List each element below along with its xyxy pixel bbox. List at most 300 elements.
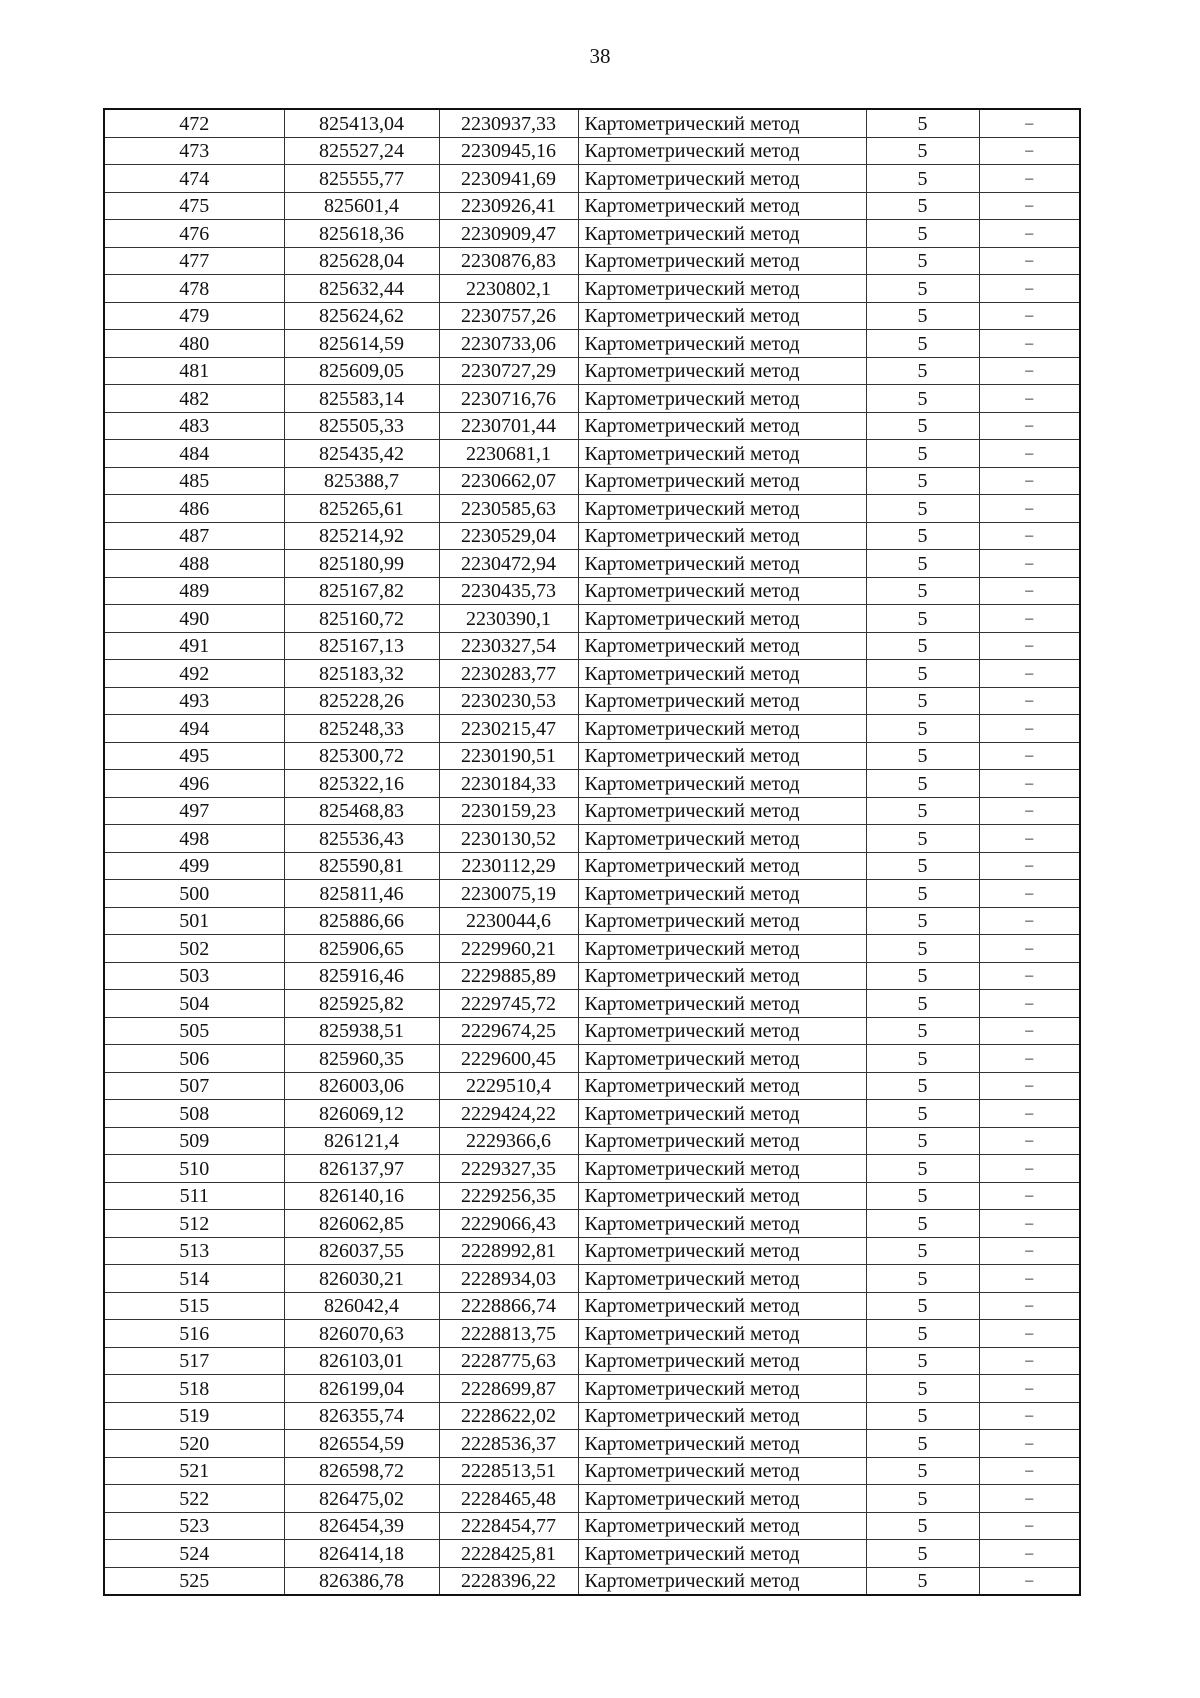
accuracy-cell: 5 bbox=[866, 275, 979, 303]
x-coordinate-cell: 825322,16 bbox=[284, 770, 439, 798]
note-cell: – bbox=[979, 880, 1080, 908]
accuracy-cell: 5 bbox=[866, 247, 979, 275]
method-cell: Картометрический метод bbox=[578, 522, 866, 550]
x-coordinate-cell: 825960,35 bbox=[284, 1045, 439, 1073]
point-number-cell: 474 bbox=[104, 165, 284, 193]
note-cell: – bbox=[979, 1265, 1080, 1293]
y-coordinate-cell: 2230130,52 bbox=[439, 825, 578, 853]
point-number-cell: 497 bbox=[104, 797, 284, 825]
table-row bbox=[104, 165, 1080, 193]
x-coordinate-cell: 826003,06 bbox=[284, 1072, 439, 1100]
table-row bbox=[104, 907, 1080, 935]
x-coordinate-cell: 826121,4 bbox=[284, 1127, 439, 1155]
y-coordinate-cell: 2230390,1 bbox=[439, 605, 578, 633]
note-cell: – bbox=[979, 687, 1080, 715]
point-number-cell: 508 bbox=[104, 1100, 284, 1128]
method-cell: Картометрический метод bbox=[578, 907, 866, 935]
point-number-cell: 500 bbox=[104, 880, 284, 908]
table-row bbox=[104, 109, 1080, 137]
y-coordinate-cell: 2230662,07 bbox=[439, 467, 578, 495]
note-cell: – bbox=[979, 165, 1080, 193]
note-cell: – bbox=[979, 522, 1080, 550]
table-row bbox=[104, 770, 1080, 798]
table-row bbox=[104, 605, 1080, 633]
y-coordinate-cell: 2230909,47 bbox=[439, 220, 578, 248]
x-coordinate-cell: 825590,81 bbox=[284, 852, 439, 880]
y-coordinate-cell: 2228425,81 bbox=[439, 1540, 578, 1568]
x-coordinate-cell: 825614,59 bbox=[284, 330, 439, 358]
y-coordinate-cell: 2229424,22 bbox=[439, 1100, 578, 1128]
accuracy-cell: 5 bbox=[866, 990, 979, 1018]
table-row bbox=[104, 1017, 1080, 1045]
accuracy-cell: 5 bbox=[866, 467, 979, 495]
note-cell: – bbox=[979, 192, 1080, 220]
x-coordinate-cell: 825435,42 bbox=[284, 440, 439, 468]
method-cell: Картометрический метод bbox=[578, 1430, 866, 1458]
point-number-cell: 503 bbox=[104, 962, 284, 990]
y-coordinate-cell: 2230937,33 bbox=[439, 109, 578, 137]
y-coordinate-cell: 2228622,02 bbox=[439, 1402, 578, 1430]
note-cell: – bbox=[979, 1430, 1080, 1458]
method-cell: Картометрический метод bbox=[578, 770, 866, 798]
table-row bbox=[104, 1457, 1080, 1485]
method-cell: Картометрический метод bbox=[578, 467, 866, 495]
note-cell: – bbox=[979, 1347, 1080, 1375]
x-coordinate-cell: 825536,43 bbox=[284, 825, 439, 853]
table-row bbox=[104, 467, 1080, 495]
note-cell: – bbox=[979, 1100, 1080, 1128]
table-row bbox=[104, 1237, 1080, 1265]
x-coordinate-cell: 825183,32 bbox=[284, 660, 439, 688]
table-row bbox=[104, 495, 1080, 523]
x-coordinate-cell: 826414,18 bbox=[284, 1540, 439, 1568]
table-row bbox=[104, 1430, 1080, 1458]
accuracy-cell: 5 bbox=[866, 632, 979, 660]
method-cell: Картометрический метод bbox=[578, 825, 866, 853]
y-coordinate-cell: 2230327,54 bbox=[439, 632, 578, 660]
table-row bbox=[104, 275, 1080, 303]
point-number-cell: 515 bbox=[104, 1292, 284, 1320]
table-row bbox=[104, 1292, 1080, 1320]
accuracy-cell: 5 bbox=[866, 109, 979, 137]
point-number-cell: 504 bbox=[104, 990, 284, 1018]
point-number-cell: 502 bbox=[104, 935, 284, 963]
y-coordinate-cell: 2228934,03 bbox=[439, 1265, 578, 1293]
method-cell: Картометрический метод bbox=[578, 1512, 866, 1540]
x-coordinate-cell: 825413,04 bbox=[284, 109, 439, 137]
accuracy-cell: 5 bbox=[866, 1375, 979, 1403]
x-coordinate-cell: 826103,01 bbox=[284, 1347, 439, 1375]
accuracy-cell: 5 bbox=[866, 687, 979, 715]
y-coordinate-cell: 2229327,35 bbox=[439, 1155, 578, 1183]
table-row bbox=[104, 1155, 1080, 1183]
table-row bbox=[104, 742, 1080, 770]
point-number-cell: 506 bbox=[104, 1045, 284, 1073]
table-row bbox=[104, 192, 1080, 220]
x-coordinate-cell: 825167,13 bbox=[284, 632, 439, 660]
y-coordinate-cell: 2230876,83 bbox=[439, 247, 578, 275]
y-coordinate-cell: 2228396,22 bbox=[439, 1567, 578, 1595]
x-coordinate-cell: 826140,16 bbox=[284, 1182, 439, 1210]
method-cell: Картометрический метод bbox=[578, 742, 866, 770]
x-coordinate-cell: 825601,4 bbox=[284, 192, 439, 220]
x-coordinate-cell: 825938,51 bbox=[284, 1017, 439, 1045]
y-coordinate-cell: 2229674,25 bbox=[439, 1017, 578, 1045]
point-number-cell: 516 bbox=[104, 1320, 284, 1348]
note-cell: – bbox=[979, 1292, 1080, 1320]
x-coordinate-cell: 825228,26 bbox=[284, 687, 439, 715]
method-cell: Картометрический метод bbox=[578, 1292, 866, 1320]
x-coordinate-cell: 825167,82 bbox=[284, 577, 439, 605]
method-cell: Картометрический метод bbox=[578, 1567, 866, 1595]
y-coordinate-cell: 2228866,74 bbox=[439, 1292, 578, 1320]
note-cell: – bbox=[979, 220, 1080, 248]
y-coordinate-cell: 2229960,21 bbox=[439, 935, 578, 963]
point-number-cell: 487 bbox=[104, 522, 284, 550]
note-cell: – bbox=[979, 1017, 1080, 1045]
accuracy-cell: 5 bbox=[866, 1045, 979, 1073]
x-coordinate-cell: 826030,21 bbox=[284, 1265, 439, 1293]
x-coordinate-cell: 826042,4 bbox=[284, 1292, 439, 1320]
point-number-cell: 511 bbox=[104, 1182, 284, 1210]
accuracy-cell: 5 bbox=[866, 440, 979, 468]
accuracy-cell: 5 bbox=[866, 907, 979, 935]
accuracy-cell: 5 bbox=[866, 715, 979, 743]
point-number-cell: 525 bbox=[104, 1567, 284, 1595]
y-coordinate-cell: 2230802,1 bbox=[439, 275, 578, 303]
y-coordinate-cell: 2230727,29 bbox=[439, 357, 578, 385]
accuracy-cell: 5 bbox=[866, 1402, 979, 1430]
point-number-cell: 480 bbox=[104, 330, 284, 358]
x-coordinate-cell: 825180,99 bbox=[284, 550, 439, 578]
x-coordinate-cell: 825527,24 bbox=[284, 137, 439, 165]
accuracy-cell: 5 bbox=[866, 605, 979, 633]
note-cell: – bbox=[979, 109, 1080, 137]
y-coordinate-cell: 2230184,33 bbox=[439, 770, 578, 798]
point-number-cell: 510 bbox=[104, 1155, 284, 1183]
table-row bbox=[104, 1567, 1080, 1595]
table-row bbox=[104, 1485, 1080, 1513]
note-cell: – bbox=[979, 1402, 1080, 1430]
accuracy-cell: 5 bbox=[866, 1457, 979, 1485]
y-coordinate-cell: 2230945,16 bbox=[439, 137, 578, 165]
x-coordinate-cell: 826199,04 bbox=[284, 1375, 439, 1403]
table-row bbox=[104, 412, 1080, 440]
accuracy-cell: 5 bbox=[866, 220, 979, 248]
point-number-cell: 495 bbox=[104, 742, 284, 770]
x-coordinate-cell: 825468,83 bbox=[284, 797, 439, 825]
y-coordinate-cell: 2228775,63 bbox=[439, 1347, 578, 1375]
x-coordinate-cell: 825300,72 bbox=[284, 742, 439, 770]
method-cell: Картометрический метод bbox=[578, 962, 866, 990]
method-cell: Картометрический метод bbox=[578, 440, 866, 468]
y-coordinate-cell: 2230472,94 bbox=[439, 550, 578, 578]
x-coordinate-cell: 825609,05 bbox=[284, 357, 439, 385]
accuracy-cell: 5 bbox=[866, 495, 979, 523]
method-cell: Картометрический метод bbox=[578, 1320, 866, 1348]
point-number-cell: 485 bbox=[104, 467, 284, 495]
y-coordinate-cell: 2230757,26 bbox=[439, 302, 578, 330]
point-number-cell: 486 bbox=[104, 495, 284, 523]
method-cell: Картометрический метод bbox=[578, 550, 866, 578]
y-coordinate-cell: 2228992,81 bbox=[439, 1237, 578, 1265]
note-cell: – bbox=[979, 1320, 1080, 1348]
note-cell: – bbox=[979, 577, 1080, 605]
note-cell: – bbox=[979, 302, 1080, 330]
x-coordinate-cell: 825811,46 bbox=[284, 880, 439, 908]
table-row bbox=[104, 852, 1080, 880]
table-row bbox=[104, 1512, 1080, 1540]
x-coordinate-cell: 825628,04 bbox=[284, 247, 439, 275]
point-number-cell: 472 bbox=[104, 109, 284, 137]
note-cell: – bbox=[979, 1072, 1080, 1100]
x-coordinate-cell: 826070,63 bbox=[284, 1320, 439, 1348]
method-cell: Картометрический метод bbox=[578, 1457, 866, 1485]
accuracy-cell: 5 bbox=[866, 1540, 979, 1568]
method-cell: Картометрический метод bbox=[578, 1237, 866, 1265]
table-row bbox=[104, 1072, 1080, 1100]
method-cell: Картометрический метод bbox=[578, 715, 866, 743]
y-coordinate-cell: 2229885,89 bbox=[439, 962, 578, 990]
method-cell: Картометрический метод bbox=[578, 632, 866, 660]
point-number-cell: 514 bbox=[104, 1265, 284, 1293]
point-number-cell: 522 bbox=[104, 1485, 284, 1513]
method-cell: Картометрический метод bbox=[578, 990, 866, 1018]
y-coordinate-cell: 2228536,37 bbox=[439, 1430, 578, 1458]
y-coordinate-cell: 2230075,19 bbox=[439, 880, 578, 908]
table-row bbox=[104, 1182, 1080, 1210]
x-coordinate-cell: 825214,92 bbox=[284, 522, 439, 550]
note-cell: – bbox=[979, 1182, 1080, 1210]
note-cell: – bbox=[979, 1045, 1080, 1073]
table-row bbox=[104, 577, 1080, 605]
note-cell: – bbox=[979, 605, 1080, 633]
x-coordinate-cell: 825624,62 bbox=[284, 302, 439, 330]
table-row bbox=[104, 1265, 1080, 1293]
note-cell: – bbox=[979, 770, 1080, 798]
point-number-cell: 493 bbox=[104, 687, 284, 715]
note-cell: – bbox=[979, 440, 1080, 468]
table-row bbox=[104, 1375, 1080, 1403]
x-coordinate-cell: 825160,72 bbox=[284, 605, 439, 633]
table-row bbox=[104, 715, 1080, 743]
note-cell: – bbox=[979, 1155, 1080, 1183]
table-row bbox=[104, 137, 1080, 165]
y-coordinate-cell: 2230159,23 bbox=[439, 797, 578, 825]
x-coordinate-cell: 825916,46 bbox=[284, 962, 439, 990]
point-number-cell: 490 bbox=[104, 605, 284, 633]
y-coordinate-cell: 2230230,53 bbox=[439, 687, 578, 715]
y-coordinate-cell: 2230941,69 bbox=[439, 165, 578, 193]
method-cell: Картометрический метод bbox=[578, 687, 866, 715]
method-cell: Картометрический метод bbox=[578, 1072, 866, 1100]
x-coordinate-cell: 825265,61 bbox=[284, 495, 439, 523]
x-coordinate-cell: 826598,72 bbox=[284, 1457, 439, 1485]
table-row bbox=[104, 962, 1080, 990]
point-number-cell: 482 bbox=[104, 385, 284, 413]
y-coordinate-cell: 2229745,72 bbox=[439, 990, 578, 1018]
point-number-cell: 481 bbox=[104, 357, 284, 385]
y-coordinate-cell: 2230215,47 bbox=[439, 715, 578, 743]
note-cell: – bbox=[979, 1127, 1080, 1155]
method-cell: Картометрический метод bbox=[578, 330, 866, 358]
method-cell: Картометрический метод bbox=[578, 852, 866, 880]
table-row bbox=[104, 1210, 1080, 1238]
y-coordinate-cell: 2228699,87 bbox=[439, 1375, 578, 1403]
point-number-cell: 512 bbox=[104, 1210, 284, 1238]
method-cell: Картометрический метод bbox=[578, 1210, 866, 1238]
method-cell: Картометрический метод bbox=[578, 1485, 866, 1513]
accuracy-cell: 5 bbox=[866, 1017, 979, 1045]
point-number-cell: 491 bbox=[104, 632, 284, 660]
table-row bbox=[104, 687, 1080, 715]
method-cell: Картометрический метод bbox=[578, 137, 866, 165]
note-cell: – bbox=[979, 1457, 1080, 1485]
method-cell: Картометрический метод bbox=[578, 1402, 866, 1430]
note-cell: – bbox=[979, 550, 1080, 578]
x-coordinate-cell: 825925,82 bbox=[284, 990, 439, 1018]
y-coordinate-cell: 2229066,43 bbox=[439, 1210, 578, 1238]
method-cell: Картометрический метод bbox=[578, 1375, 866, 1403]
method-cell: Картометрический метод bbox=[578, 1127, 866, 1155]
accuracy-cell: 5 bbox=[866, 742, 979, 770]
accuracy-cell: 5 bbox=[866, 1265, 979, 1293]
table-row bbox=[104, 1045, 1080, 1073]
note-cell: – bbox=[979, 385, 1080, 413]
table-row bbox=[104, 357, 1080, 385]
method-cell: Картометрический метод bbox=[578, 577, 866, 605]
y-coordinate-cell: 2230112,29 bbox=[439, 852, 578, 880]
y-coordinate-cell: 2229366,6 bbox=[439, 1127, 578, 1155]
accuracy-cell: 5 bbox=[866, 1127, 979, 1155]
accuracy-cell: 5 bbox=[866, 302, 979, 330]
method-cell: Картометрический метод bbox=[578, 605, 866, 633]
x-coordinate-cell: 826386,78 bbox=[284, 1567, 439, 1595]
note-cell: – bbox=[979, 742, 1080, 770]
note-cell: – bbox=[979, 1485, 1080, 1513]
accuracy-cell: 5 bbox=[866, 1155, 979, 1183]
method-cell: Картометрический метод bbox=[578, 1265, 866, 1293]
note-cell: – bbox=[979, 797, 1080, 825]
x-coordinate-cell: 825555,77 bbox=[284, 165, 439, 193]
accuracy-cell: 5 bbox=[866, 165, 979, 193]
x-coordinate-cell: 825906,65 bbox=[284, 935, 439, 963]
x-coordinate-cell: 825388,7 bbox=[284, 467, 439, 495]
method-cell: Картометрический метод bbox=[578, 1182, 866, 1210]
note-cell: – bbox=[979, 962, 1080, 990]
note-cell: – bbox=[979, 1210, 1080, 1238]
note-cell: – bbox=[979, 330, 1080, 358]
table-row bbox=[104, 247, 1080, 275]
method-cell: Картометрический метод bbox=[578, 165, 866, 193]
table-row bbox=[104, 1127, 1080, 1155]
point-number-cell: 492 bbox=[104, 660, 284, 688]
note-cell: – bbox=[979, 715, 1080, 743]
y-coordinate-cell: 2230716,76 bbox=[439, 385, 578, 413]
table-row bbox=[104, 797, 1080, 825]
note-cell: – bbox=[979, 467, 1080, 495]
accuracy-cell: 5 bbox=[866, 192, 979, 220]
accuracy-cell: 5 bbox=[866, 1237, 979, 1265]
accuracy-cell: 5 bbox=[866, 577, 979, 605]
table-row bbox=[104, 990, 1080, 1018]
note-cell: – bbox=[979, 137, 1080, 165]
point-number-cell: 477 bbox=[104, 247, 284, 275]
accuracy-cell: 5 bbox=[866, 880, 979, 908]
point-number-cell: 523 bbox=[104, 1512, 284, 1540]
note-cell: – bbox=[979, 1375, 1080, 1403]
point-number-cell: 489 bbox=[104, 577, 284, 605]
accuracy-cell: 5 bbox=[866, 825, 979, 853]
table-row bbox=[104, 632, 1080, 660]
table-row bbox=[104, 1320, 1080, 1348]
accuracy-cell: 5 bbox=[866, 962, 979, 990]
table-row bbox=[104, 440, 1080, 468]
table-row bbox=[104, 825, 1080, 853]
accuracy-cell: 5 bbox=[866, 1347, 979, 1375]
note-cell: – bbox=[979, 275, 1080, 303]
accuracy-cell: 5 bbox=[866, 1072, 979, 1100]
point-number-cell: 479 bbox=[104, 302, 284, 330]
accuracy-cell: 5 bbox=[866, 137, 979, 165]
accuracy-cell: 5 bbox=[866, 330, 979, 358]
y-coordinate-cell: 2229510,4 bbox=[439, 1072, 578, 1100]
method-cell: Картометрический метод bbox=[578, 357, 866, 385]
y-coordinate-cell: 2230190,51 bbox=[439, 742, 578, 770]
method-cell: Картометрический метод bbox=[578, 1100, 866, 1128]
note-cell: – bbox=[979, 907, 1080, 935]
point-number-cell: 494 bbox=[104, 715, 284, 743]
x-coordinate-cell: 826554,59 bbox=[284, 1430, 439, 1458]
accuracy-cell: 5 bbox=[866, 385, 979, 413]
y-coordinate-cell: 2230044,6 bbox=[439, 907, 578, 935]
x-coordinate-cell: 826454,39 bbox=[284, 1512, 439, 1540]
table-row bbox=[104, 385, 1080, 413]
note-cell: – bbox=[979, 1567, 1080, 1595]
accuracy-cell: 5 bbox=[866, 1567, 979, 1595]
note-cell: – bbox=[979, 247, 1080, 275]
point-number-cell: 519 bbox=[104, 1402, 284, 1430]
point-number-cell: 521 bbox=[104, 1457, 284, 1485]
accuracy-cell: 5 bbox=[866, 1485, 979, 1513]
table-row bbox=[104, 1402, 1080, 1430]
table-row bbox=[104, 550, 1080, 578]
note-cell: – bbox=[979, 1512, 1080, 1540]
point-number-cell: 478 bbox=[104, 275, 284, 303]
y-coordinate-cell: 2230733,06 bbox=[439, 330, 578, 358]
accuracy-cell: 5 bbox=[866, 770, 979, 798]
point-number-cell: 501 bbox=[104, 907, 284, 935]
x-coordinate-cell: 825583,14 bbox=[284, 385, 439, 413]
point-number-cell: 507 bbox=[104, 1072, 284, 1100]
point-number-cell: 517 bbox=[104, 1347, 284, 1375]
note-cell: – bbox=[979, 412, 1080, 440]
note-cell: – bbox=[979, 935, 1080, 963]
y-coordinate-cell: 2228465,48 bbox=[439, 1485, 578, 1513]
x-coordinate-cell: 826137,97 bbox=[284, 1155, 439, 1183]
x-coordinate-cell: 825618,36 bbox=[284, 220, 439, 248]
y-coordinate-cell: 2230681,1 bbox=[439, 440, 578, 468]
x-coordinate-cell: 826475,02 bbox=[284, 1485, 439, 1513]
note-cell: – bbox=[979, 660, 1080, 688]
y-coordinate-cell: 2230529,04 bbox=[439, 522, 578, 550]
x-coordinate-cell: 825505,33 bbox=[284, 412, 439, 440]
method-cell: Картометрический метод bbox=[578, 1347, 866, 1375]
method-cell: Картометрический метод bbox=[578, 247, 866, 275]
point-number-cell: 505 bbox=[104, 1017, 284, 1045]
table-row bbox=[104, 1347, 1080, 1375]
method-cell: Картометрический метод bbox=[578, 220, 866, 248]
